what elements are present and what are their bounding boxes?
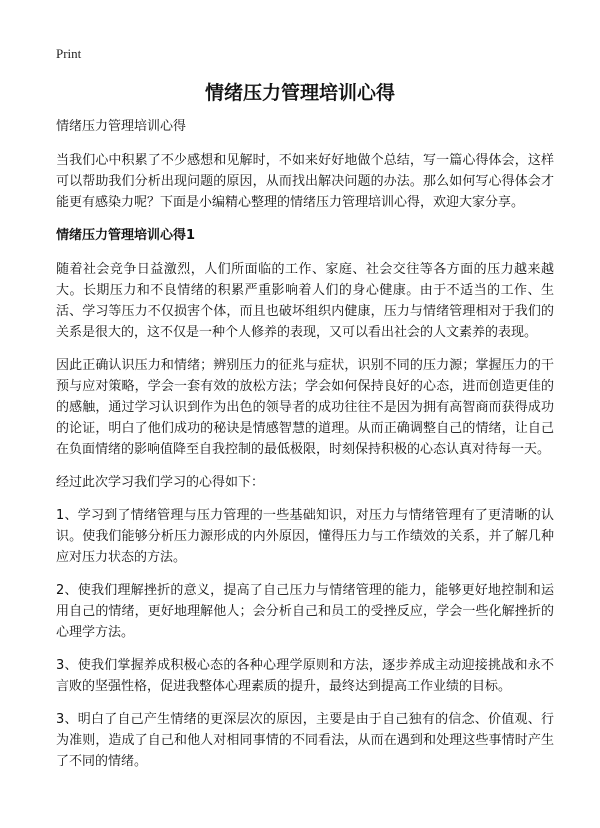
- body-paragraph: 经过此次学习我们学习的心得如下：: [56, 475, 265, 490]
- list-item-paragraph: 2、使我们理解挫折的意义，提高了自己压力与情绪管理的能力，能够更好地控制和运用自己的情绪，更好地理解他人；会分析自己和员工的受挫反应，学会一些化解挫折的心理学方法。: [56, 583, 554, 640]
- document-body: [56, 116, 554, 784]
- list-item-paragraph: 3、明白了自己产生情绪的更深层次的原因，主要是由于自己独有的信念、价值观、行为准则，造成了自己和他人对相同事情的不同看法，从而在遇到和处理这些事情时产生了不同的情绪。: [56, 712, 554, 769]
- body-paragraph: 随着社会竞争日益激烈，人们所面临的工作、家庭、社会交往等各方面的压力越来越大。长期压力和不良情绪的积累严重影响着人们的身心健康。由于不适当的工作、生活、学习等压力不仅损害个体，而且也破坏组织内健康，压力与情绪管理相对于我们的关系是很大的，这不仅是一种个人修养的表现，又可以看出社会的人文素养的表现。: [56, 262, 554, 340]
- list-item-paragraph: 1、学习到了情绪管理与压力管理的一些基础知识，对压力与情绪管理有了更清晰的认识。使我们能够分析压力源形成的内外原因，懂得压力与工作绩效的关系，并了解几种应对压力状态的方法。: [56, 508, 554, 565]
- body-paragraph: 因此正确认识压力和情绪；辨别压力的征兆与症状，识别不同的压力源；掌握压力的干预与应对策略，学会一套有效的放松方法；学会如何保持良好的心态，进而创造更佳的的感触，通过学习认识到作为出色的领导者的成功往往不是因为拥有高智商而获得成功的论证，明白了他们成功的秘诀是情感智慧的道理。从而正确调整自己的情绪，让自己在负面情绪的影响值降至自我控制的最低极限，时刻保持积极的心态认真对待每一天。: [56, 358, 554, 457]
- list-item-paragraph: 3、使我们掌握养成积极心态的各种心理学原则和方法，逐步养成主动迎接挑战和永不言败的坚强性格，促进我整体心理素质的提升，最终达到提高工作业绩的目标。: [56, 658, 554, 694]
- intro-paragraph: 当我们心中积累了不少感想和见解时，不如来好好地做个总结，写一篇心得体会，这样可以帮助我们分析出现问题的原因，从而找出解决问题的办法。那么如何写心得体会才能更有感染力呢？下面是小编精心整理的情绪压力管理培训心得，欢迎大家分享。: [56, 153, 554, 210]
- document-subtitle: 情绪压力管理培训心得: [56, 119, 187, 134]
- page-title: 情绪压力管理培训心得: [204, 82, 395, 104]
- print-link[interactable]: Print: [56, 46, 82, 61]
- section-heading: 情绪压力管理培训心得1: [56, 228, 196, 243]
